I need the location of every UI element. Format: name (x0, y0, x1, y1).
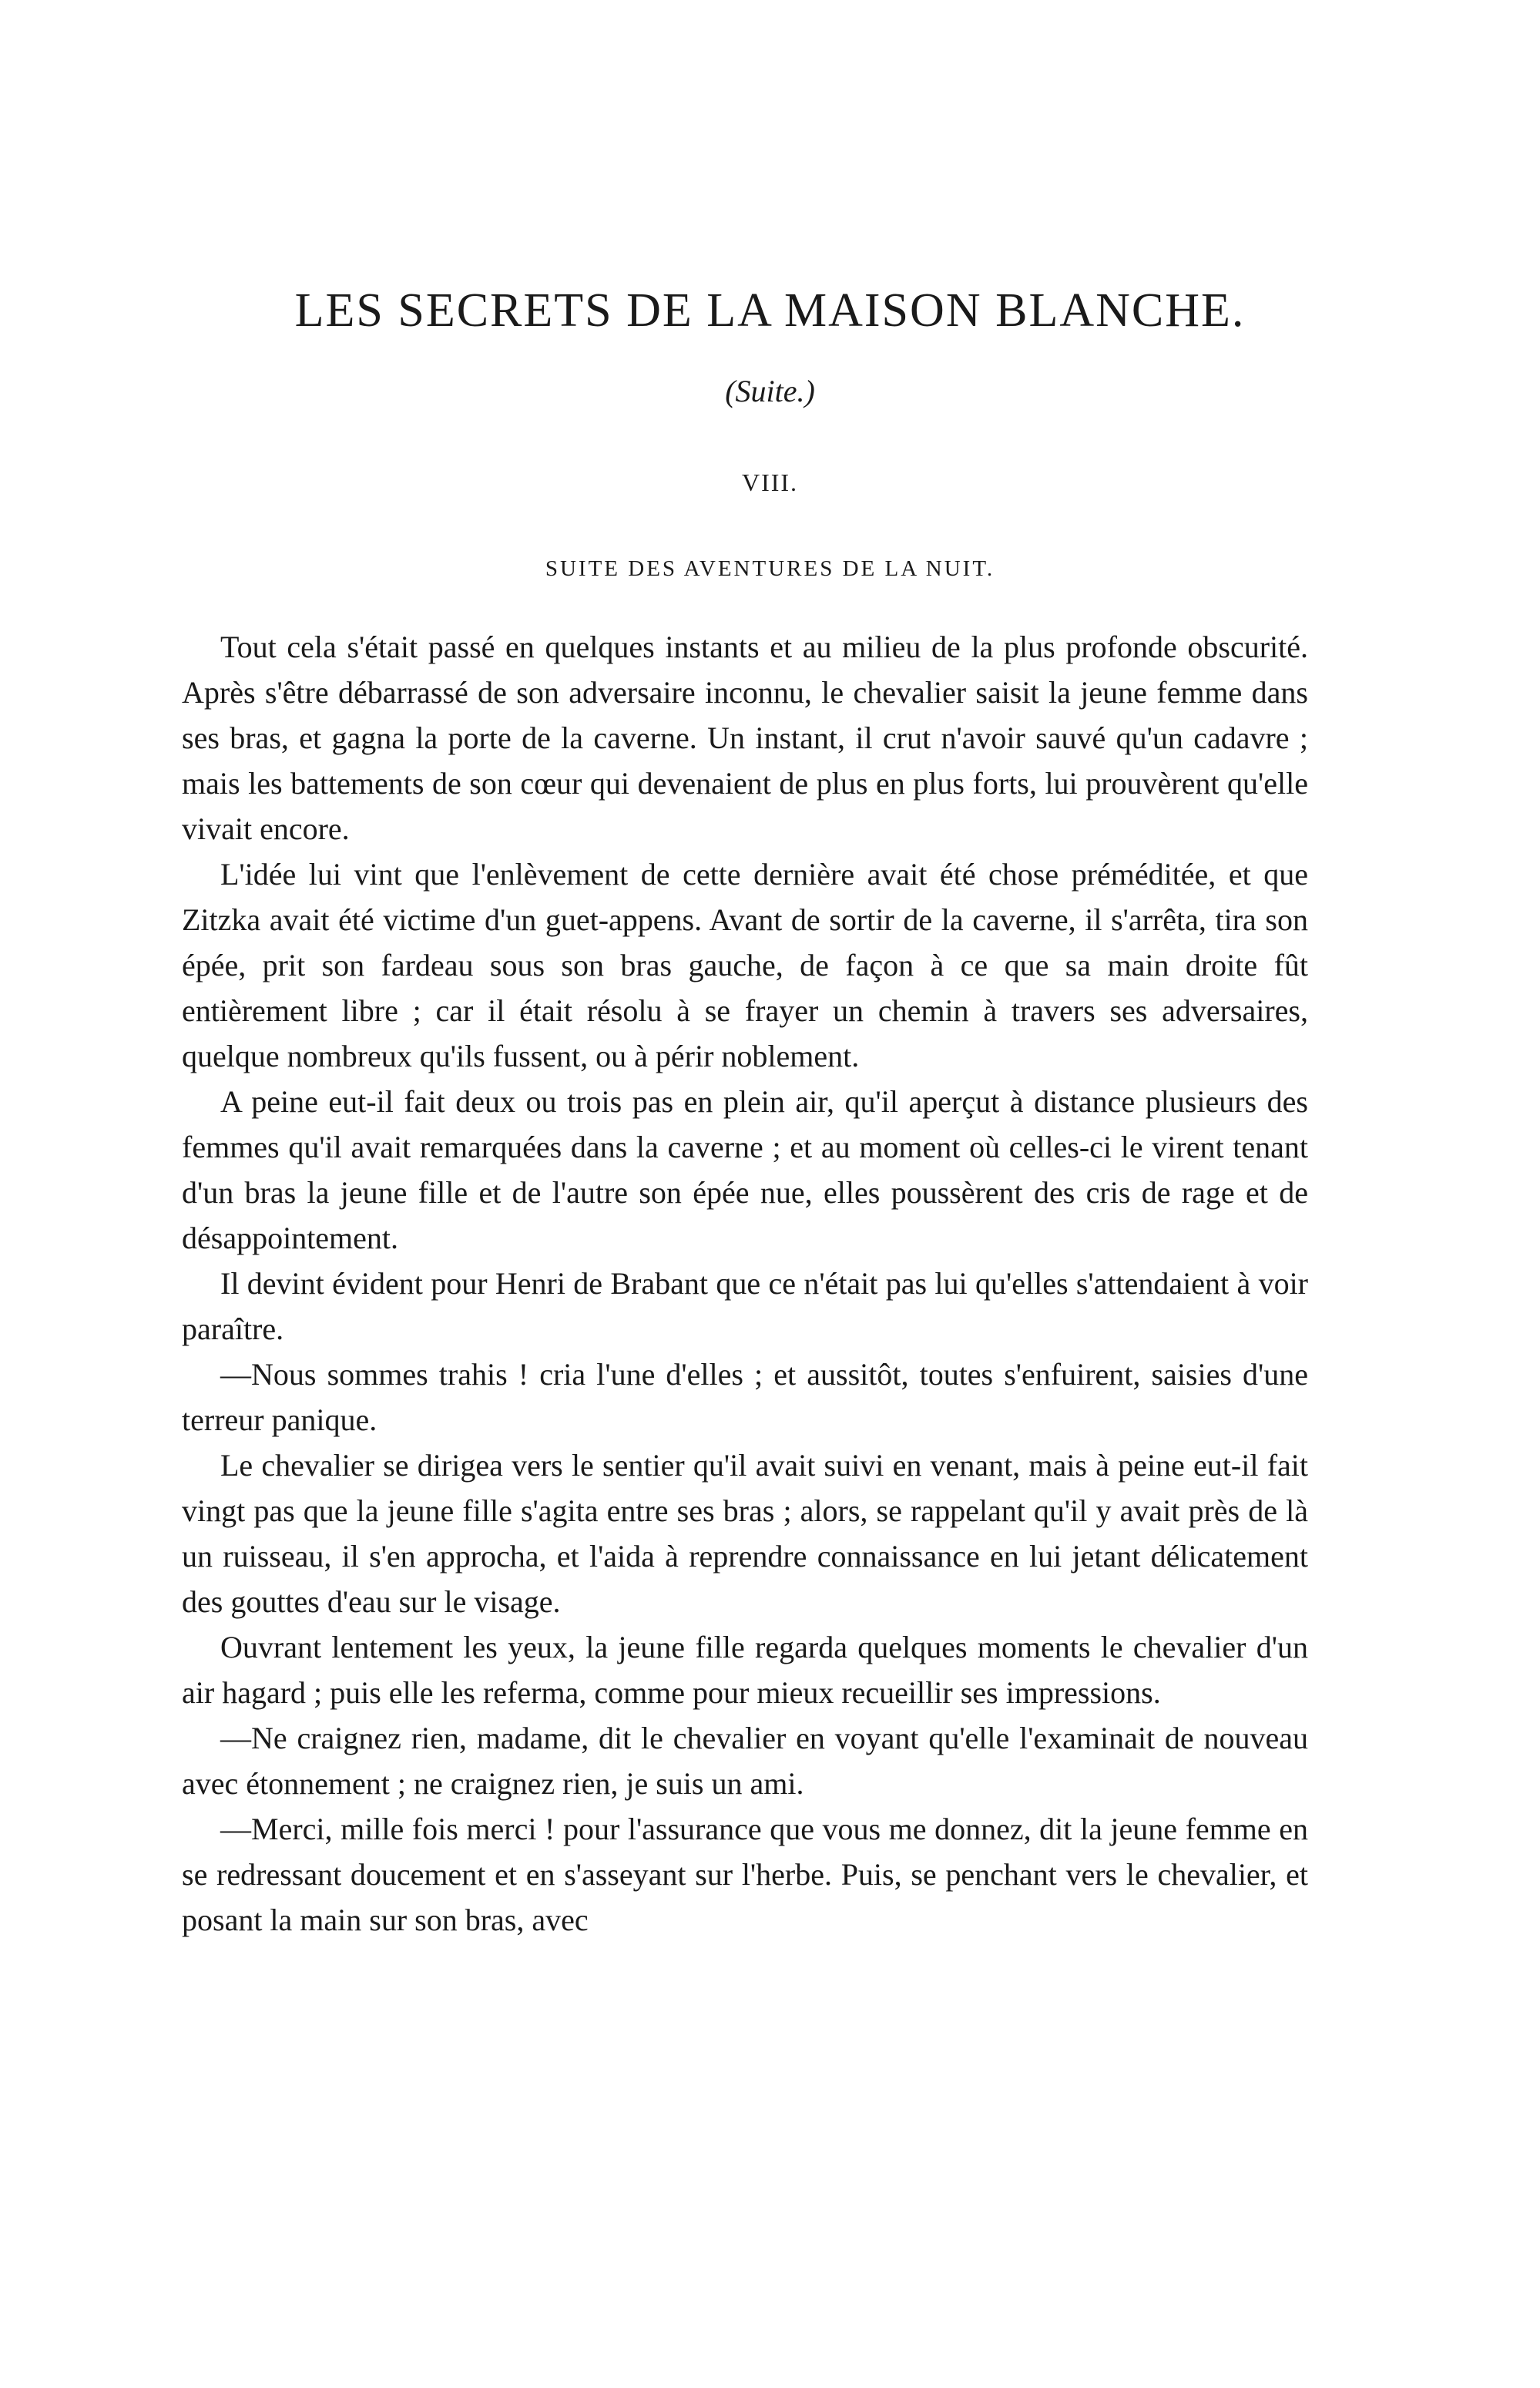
paragraph: —Ne craignez rien, madame, dit le chevalier en voyant qu'elle l'examinait de nouveau avec étonnement ; ne craignez rien, je suis un ami. (182, 1721, 1308, 1801)
paragraph: Tout cela s'était passé en quelques instants et au milieu de la plus profonde obscurité. Après s'être débarrassé de son adversaire inconnu, le chevalier saisit la jeune femme dans ses bras, et gagna la porte de la caverne. Un instant, il crut n'avoir sauvé qu'un cadavre ; mais les battements de son cœur qui devenaient de plus en plus forts, lui prouvèrent qu'elle vivait encore. (182, 630, 1308, 846)
paragraph: L'idée lui vint que l'enlèvement de cette dernière avait été chose préméditée, et que Zitzka avait été victime d'un guet-appens. Avant de sortir de la caverne, il s'arrêta, tira son épée, prit son fardeau sous son bras gauche, de façon à ce que sa main droite fût entièrement libre ; car il était résolu à se frayer un chemin à travers ses adversaires, quelque nombreux qu'ils fussent, ou à périr noblement. (182, 857, 1308, 1073)
page-title: LES SECRETS DE LA MAISON BLANCHE. (294, 284, 1246, 337)
paragraph: Le chevalier se dirigea vers le sentier qu'il avait suivi en venant, mais à peine eut-il fait vingt pas que la jeune fille s'agita entre ses bras ; alors, se rappelant qu'il y avait près de là un ruisseau, il s'en approcha, et l'aida à reprendre connaissance en lui jetant délicatement des gouttes d'eau sur le visage. (182, 1448, 1308, 1619)
body-text (182, 624, 1308, 1943)
paragraph: A peine eut-il fait deux ou trois pas en plein air, qu'il aperçut à distance plusieurs des femmes qu'il avait remarquées dans la caverne ; et au moment où celles-ci le virent tenant d'un bras la jeune fille et de l'autre son épée nue, elles poussèrent des cris de rage et de désappointement. (182, 1084, 1308, 1255)
paragraph: Il devint évident pour Henri de Brabant que ce n'était pas lui qu'elles s'attendaient à voir paraître. (182, 1266, 1308, 1346)
paragraph: —Merci, mille fois merci ! pour l'assurance que vous me donnez, dit la jeune femme en se redressant doucement et en s'asseyant sur l'herbe. Puis, se penchant vers le chevalier, et posant la main sur son bras, avec (182, 1812, 1308, 1937)
paragraph: Ouvrant lentement les yeux, la jeune fille regarda quelques moments le chevalier d'un air hagard ; puis elle les referma, comme pour mieux recueillir ses impressions. (182, 1630, 1308, 1710)
chapter-number: VIII. (741, 469, 799, 496)
subtitle: (Suite.) (725, 374, 815, 408)
chapter-title: SUITE DES AVENTURES DE LA NUIT. (545, 556, 995, 581)
paragraph: —Nous sommes trahis ! cria l'une d'elles ; et aussitôt, toutes s'enfuirent, saisies d'une terreur panique. (182, 1357, 1308, 1437)
